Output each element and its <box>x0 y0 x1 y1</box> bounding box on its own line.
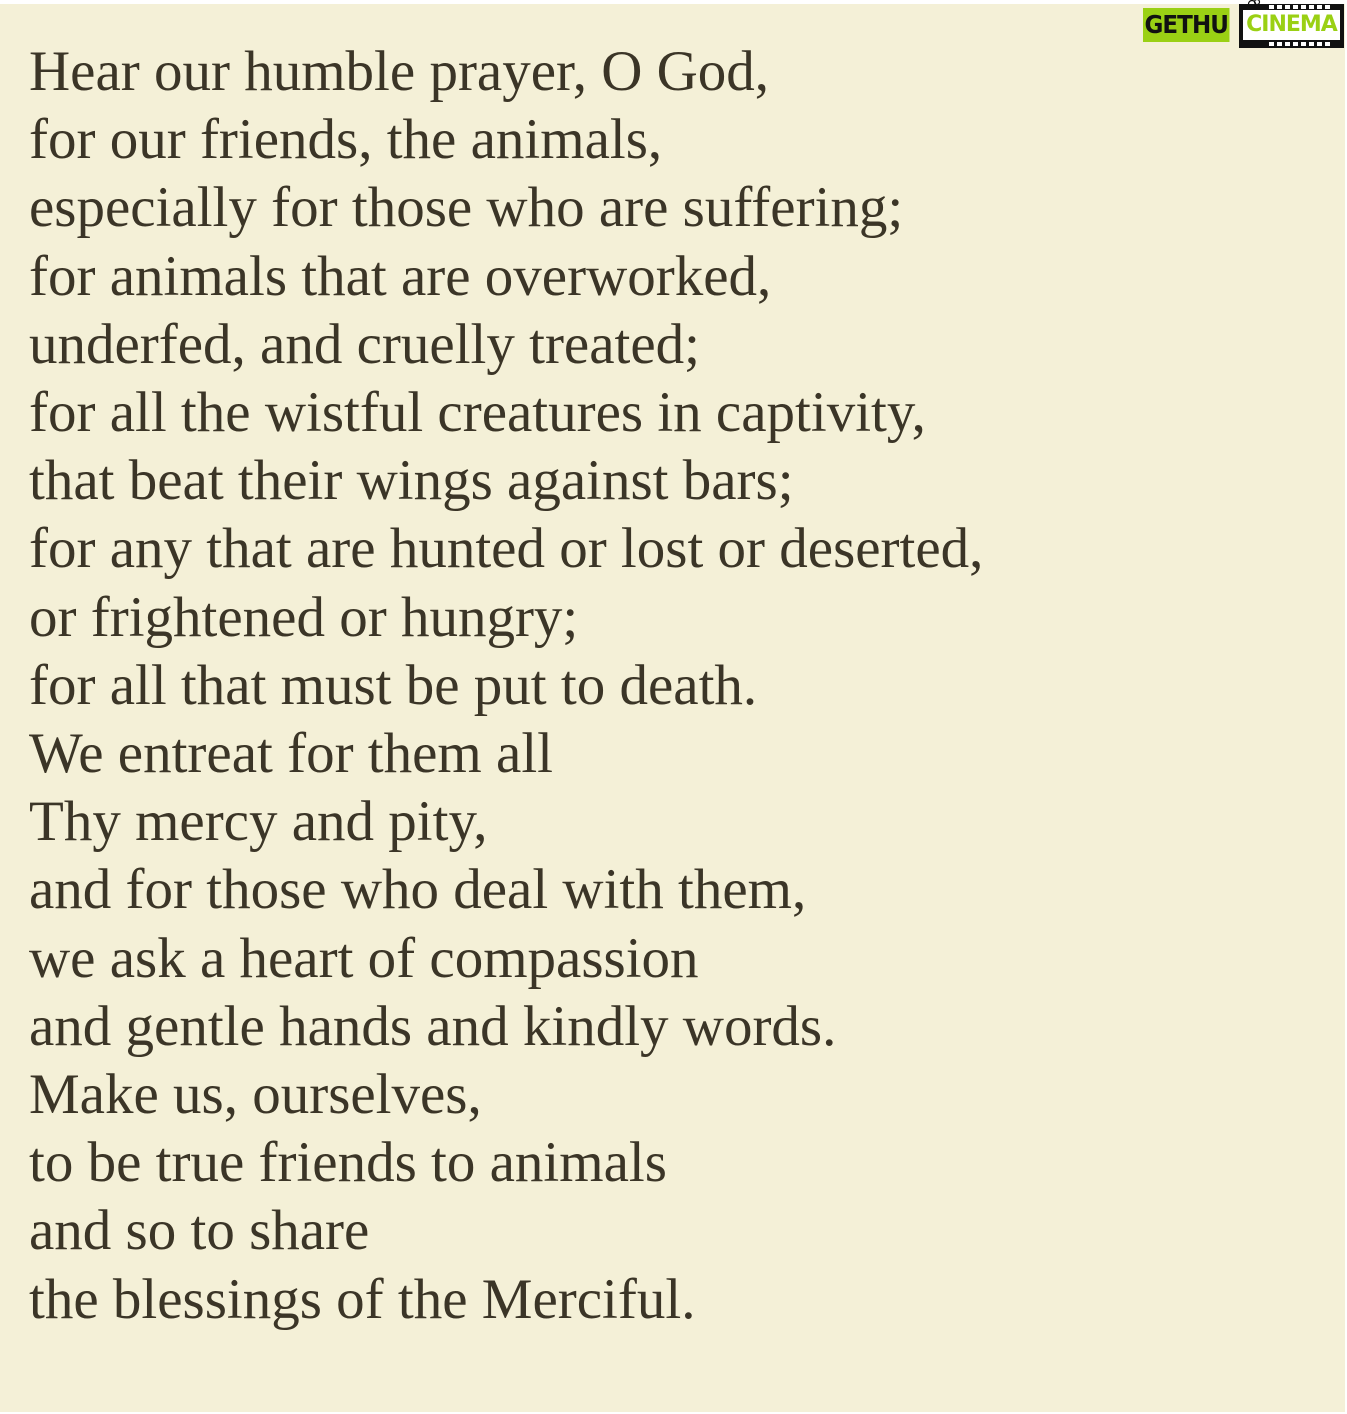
film-strip-frame <box>1239 4 1344 48</box>
film-strip-holes-icon <box>1269 5 1339 9</box>
poem-line: Hear our humble prayer, O God, <box>29 40 770 103</box>
poem-line: for our friends, the animals, <box>29 108 663 172</box>
gethu-cinema-watermark <box>1143 0 1345 52</box>
poem-line: for all the wistful creatures in captivity, <box>29 381 926 445</box>
watermark-part-gethu: GETHU <box>1143 8 1229 42</box>
poem-line: We entreat for them all <box>29 722 553 786</box>
poem-line: for any that are hunted or lost or deserted, <box>29 517 984 581</box>
poem-line: Make us, ourselves, <box>29 1063 482 1127</box>
poem-line: that beat their wings against bars; <box>29 449 794 513</box>
film-strip-holes-icon <box>1269 42 1339 46</box>
poem-line: for animals that are overworked, <box>29 244 772 308</box>
poem-line: we ask a heart of compassion <box>29 926 699 990</box>
poem-line: or frightened or hungry; <box>29 585 579 649</box>
poem-line: for all that must be put to death. <box>29 653 758 717</box>
watermark-part-cinema: CINEMA <box>1243 10 1340 40</box>
poem-line: and for those who deal with them, <box>29 858 807 922</box>
prayer-text <box>29 38 983 1334</box>
poem-line: to be true friends to animals <box>29 1131 667 1195</box>
prayer-card <box>0 4 1345 1412</box>
poem-line: and gentle hands and kindly words. <box>29 994 837 1058</box>
poem-line: underfed, and cruelly treated; <box>29 312 701 376</box>
poem-line: and so to share <box>29 1199 370 1263</box>
poem-line: especially for those who are suffering; <box>29 176 904 240</box>
film-reel-icon <box>1247 0 1261 8</box>
poem-line: the blessings of the Merciful. <box>29 1267 696 1331</box>
poem-line: Thy mercy and pity, <box>29 790 488 854</box>
